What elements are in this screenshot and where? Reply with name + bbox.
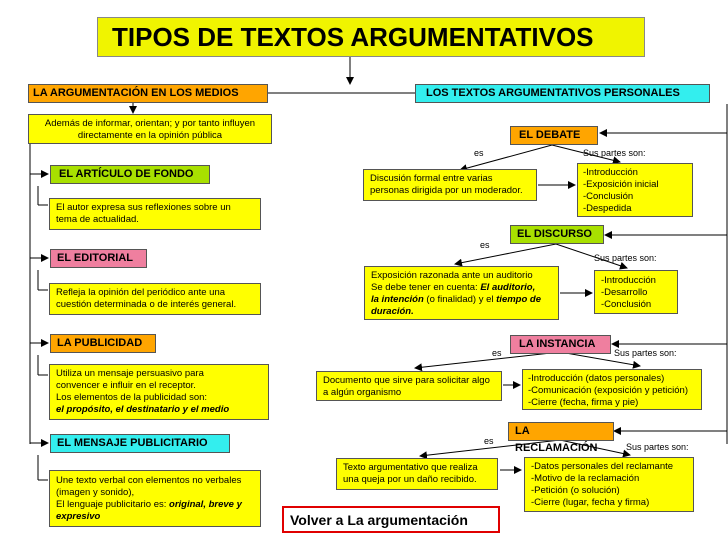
mensaje-line-3 (56, 499, 254, 523)
left-header: LA ARGUMENTACIÓN EN LOS MEDIOS (28, 84, 268, 103)
es-label-reclamacion: es (484, 436, 494, 446)
debate-part-3: -Conclusión (583, 191, 634, 202)
reclamacion-part-3: -Petición (o solución) (531, 485, 620, 496)
discurso-def (364, 266, 559, 320)
debate-def: Discusión formal entre varias personas dirigida por un moderador. (363, 169, 537, 201)
item-publicidad: LA PUBLICIDAD (50, 334, 156, 353)
reclamacion-parts (524, 457, 694, 512)
discurso-part-1: -Introducción (601, 275, 656, 286)
publicidad-line-3: Los elementos de la publicidad son: (56, 392, 208, 403)
discurso-part-2: -Desarrollo (601, 287, 648, 298)
publicidad-elements: el propósito, el destinatario y el medio (56, 404, 230, 415)
discurso-def-c-em2: tiempo de (496, 294, 542, 305)
discurso-def-d-em: duración. (371, 306, 414, 317)
debate-parts (577, 163, 693, 217)
es-label-discurso: es (480, 240, 490, 250)
parts-label-debate: Sus partes son: (583, 148, 646, 158)
debate-part-1: -Introducción (583, 167, 638, 178)
publicidad-line-1: Utiliza un mensaje persuasivo para (56, 368, 204, 379)
discurso-parts (594, 270, 678, 314)
discurso-def-b-em: El auditorio, (480, 282, 536, 293)
reclamacion-part-1: -Datos personales del reclamante (531, 461, 674, 472)
articulo-desc: El autor expresa sus reflexiones sobre un tema de actualidad. (49, 198, 261, 230)
mensaje-pre: El lenguaje publicitario es: (56, 499, 170, 510)
instancia-part-2: -Comunicación (exposición y petición) (528, 385, 688, 396)
instancia-def: Documento que sirve para solicitar algo a algún organismo (316, 371, 502, 401)
instancia-part-3: -Cierre (fecha, firma y pie) (528, 397, 639, 408)
reclamacion-def: Texto argumentativo que realiza una queja por un daño recibido. (336, 458, 498, 490)
back-to-argumentacion-link[interactable]: Volver a La argumentación (282, 506, 500, 533)
discurso-def-b (371, 282, 552, 294)
debate-part-2: -Exposición inicial (583, 179, 659, 190)
parts-label-discurso: Sus partes son: (594, 253, 657, 263)
item-editorial: EL EDITORIAL (50, 249, 147, 268)
discurso-def-a: Exposición razonada ante un auditorio (371, 270, 533, 281)
instancia-parts (522, 369, 702, 410)
item-instancia: LA INSTANCIA (510, 335, 611, 354)
left-intro: Además de informar, orientan; y por tanto influyen directamente en la opinión pública (28, 114, 272, 144)
mensaje-desc (49, 470, 261, 527)
discurso-part-3: -Conclusión (601, 299, 652, 310)
discurso-def-c (371, 294, 552, 306)
discurso-def-b-text: Se debe tener en cuenta: (371, 282, 481, 293)
page-title: TIPOS DE TEXTOS ARGUMENTATIVOS (97, 17, 645, 57)
mensaje-line-2: (imagen y sonido), (56, 487, 135, 498)
instancia-part-1: -Introducción (datos personales) (528, 373, 665, 384)
parts-label-reclamacion: Sus partes son: (626, 442, 689, 452)
item-debate: EL DEBATE (510, 126, 598, 145)
es-label-instancia: es (492, 348, 502, 358)
discurso-def-c-text: (o finalidad) y el (423, 294, 497, 305)
debate-part-4: -Despedida (583, 203, 632, 214)
item-discurso: EL DISCURSO (510, 225, 604, 244)
mensaje-em: original, breve y expresivo (56, 499, 242, 522)
item-reclamacion: LA RECLAMACIÓN (508, 422, 614, 441)
reclamacion-part-2: -Motivo de la reclamación (531, 473, 640, 484)
discurso-def-c-em: la intención (371, 294, 424, 305)
es-label-debate: es (474, 148, 484, 158)
parts-label-instancia: Sus partes son: (614, 348, 677, 358)
right-header: LOS TEXTOS ARGUMENTATIVOS PERSONALES (415, 84, 710, 103)
mensaje-line-1: Une texto verbal con elementos no verbales (56, 475, 242, 486)
publicidad-line-2: convencer e influir en el receptor. (56, 380, 196, 391)
item-articulo-de-fonde: EL ARTÍCULO DE FONDO (50, 165, 210, 184)
editorial-desc: Refleja la opinión del periódico ante una cuestión determinada o de interés general. (49, 283, 261, 315)
reclamacion-part-4: -Cierre (lugar, fecha y firma) (531, 497, 650, 508)
publicidad-desc (49, 364, 269, 420)
item-mensaje-publicitario: EL MENSAJE PUBLICITARIO (50, 434, 230, 453)
